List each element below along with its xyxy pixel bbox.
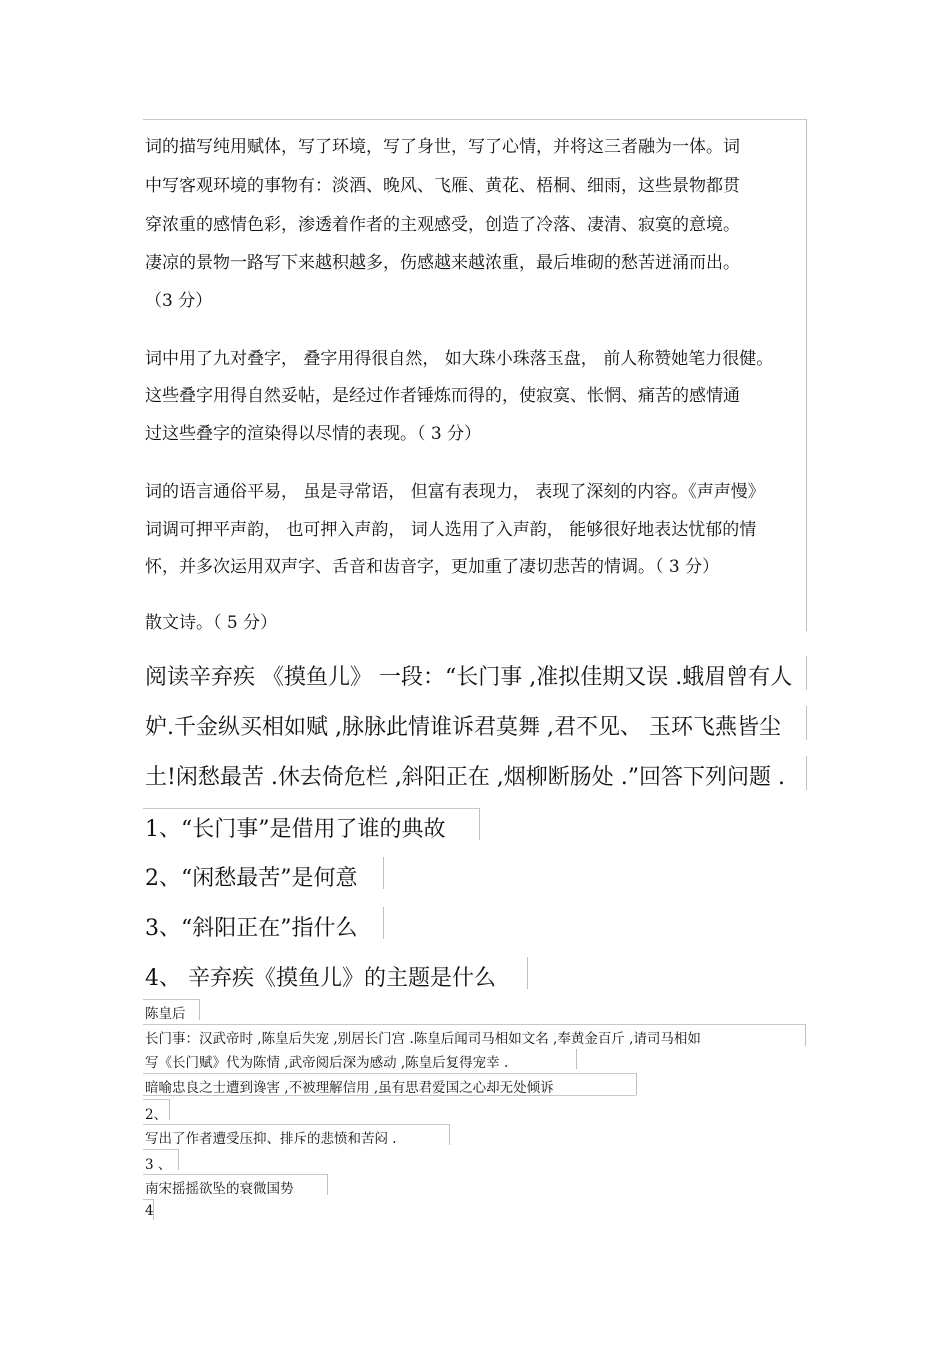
reading-line-rule	[806, 756, 807, 790]
reading-line-rule	[806, 656, 807, 690]
answer-2-line: 写出了作者遭受压抑、排斥的悲愤和苦闷 .	[145, 1131, 397, 1147]
answer-box-top	[143, 1124, 449, 1125]
answer-box-top	[143, 999, 199, 1000]
question-rule	[383, 857, 384, 889]
question-item: 1、“长门事”是借用了谁的典故	[145, 817, 446, 842]
section-3-line: 词调可押平声韵， 也可押入声韵， 词人选用了入声韵， 能够很好地表达忧郁的情	[145, 520, 757, 540]
question-item: 2、“闲愁最苦”是何意	[145, 866, 358, 891]
section-1-line: 词的描写纯用赋体，写了环境，写了身世，写了心情，并将这三者融为一体。词	[145, 137, 740, 157]
reading-line-rule	[806, 706, 807, 740]
answer-box-right	[449, 1124, 450, 1145]
reading-line: 妒.千金纵买相如赋 ,脉脉此情谁诉君莫舞 ,君不见、 玉环飞燕皆尘	[145, 715, 781, 740]
question-rule	[479, 808, 480, 840]
answer-box-right	[636, 1073, 637, 1095]
section-1-line: 中写客观环境的事物有：淡酒、晚风、飞雁、黄花、梧桐、细雨，这些景物都贯	[145, 176, 740, 196]
frame-right-rule	[806, 119, 807, 631]
answer-box-top	[143, 1149, 178, 1150]
answer-2-label: 2、	[145, 1107, 168, 1123]
reading-line: 阅读辛弃疾 《摸鱼儿》 一段：“长门事 ,准拟佳期又误 .蛾眉曾有人	[145, 665, 793, 690]
reading-line: 土!闲愁最苦 .休去倚危栏 ,斜阳正在 ,烟柳断肠处 .”回答下列问题 .	[145, 765, 786, 790]
answer-3-line: 南宋摇摇欲坠的衰微国势	[145, 1181, 294, 1197]
section-2-line: 词中用了九对叠字， 叠字用得很自然， 如大珠小珠落玉盘， 前人称赞她笔力很健。	[145, 349, 774, 369]
question-rule	[527, 957, 528, 989]
section-4-text: 散文诗。（ 5 分）	[145, 613, 278, 633]
answer-box-top	[143, 1073, 636, 1074]
answer-box-right	[199, 999, 200, 1020]
section-1-line: 穿浓重的感情色彩，渗透着作者的主观感受，创造了冷落、凄清、寂寞的意境。	[145, 215, 740, 235]
answer-box-top	[143, 1099, 169, 1100]
section-1-line: 凄凉的景物一路写下来越积越多，伤感越来越浓重，最后堆砌的愁苦迸涌而出。	[145, 253, 740, 273]
answer-4-label: 4	[145, 1203, 154, 1219]
answer-3-label: 3 、	[145, 1157, 172, 1173]
answer-1-line: 长门事：汉武帝时 ,陈皇后失宠 ,别居长门宫 .陈皇后闻司马相如文名 ,奉黄金百斤 ,请司马相如	[145, 1031, 701, 1047]
section-3-line: 怀，并多次运用双声字、舌音和齿音字，更加重了凄切悲苦的情调。（ 3 分）	[145, 557, 720, 577]
answer-box-right	[327, 1174, 328, 1195]
answer-box-right	[169, 1099, 170, 1120]
answer-box-right	[153, 1199, 154, 1220]
answer-1-line: 暗喻忠良之士遭到谗害 ,不被理解信用 ,虽有思君爱国之心却无处倾诉	[145, 1080, 554, 1096]
section-2-line: 过这些叠字的渲染得以尽情的表现。（ 3 分）	[145, 424, 482, 444]
question-item: 3、“斜阳正在”指什么	[145, 916, 358, 941]
answer-1-label: 陈皇后	[145, 1006, 186, 1022]
answer-box-right	[805, 1024, 806, 1046]
section-1-score: （3 分）	[145, 291, 213, 311]
question-top-rule	[143, 808, 480, 809]
section-2-line: 这些叠字用得自然妥帖，是经过作者锤炼而得的，使寂寞、怅惘、痛苦的感情通	[145, 386, 740, 406]
answer-1-line: 写《长门赋》代为陈情 ,武帝阅后深为感动 ,陈皇后复得宠幸 .	[145, 1055, 509, 1071]
frame-top-rule	[143, 119, 807, 120]
question-rule	[383, 907, 384, 939]
answer-box-top	[143, 1024, 805, 1025]
answer-box-top	[143, 1199, 153, 1200]
answer-box-top	[143, 1174, 327, 1175]
answer-box-right	[178, 1149, 179, 1170]
question-item: 4、 辛弃疾《摸鱼儿》的主题是什么	[145, 966, 496, 991]
answer-box-right	[576, 1049, 577, 1069]
section-3-line: 词的语言通俗平易， 虽是寻常语， 但富有表现力， 表现了深刻的内容。《声声慢》	[145, 482, 765, 502]
answer-box-bottom	[143, 1095, 636, 1096]
